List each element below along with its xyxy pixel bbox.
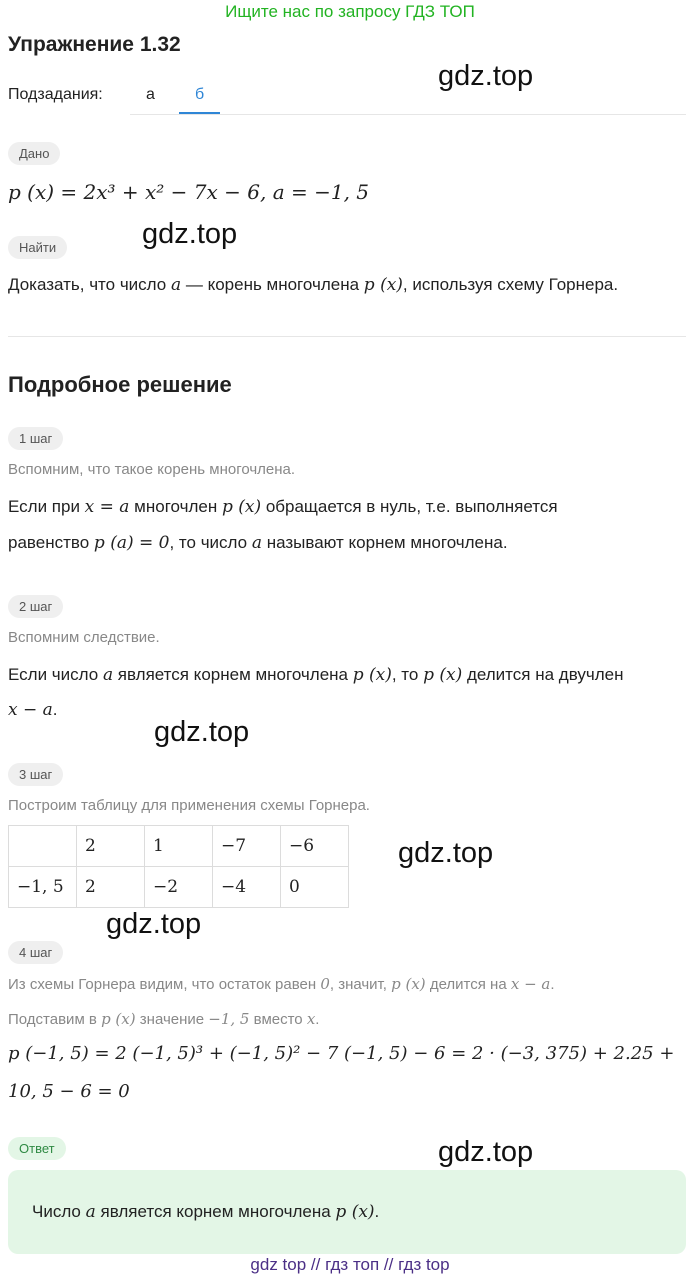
math-inline: p (x) [101,1010,136,1028]
page-title: Упражнение 1.32 [8,33,181,56]
step1-line2 [8,525,508,561]
poly-px: p (x) [363,275,403,295]
find-text [8,267,618,303]
find-text-part: , используя схему Горнера. [402,275,619,294]
table-cell: 0 [281,867,349,908]
table-cell: −6 [281,826,349,867]
math-inline: a [102,665,114,685]
active-tab-indicator [179,112,220,114]
math-inline: x = a [84,497,130,517]
table-cell: 1 [145,826,213,867]
text-part: значение [135,1011,209,1028]
step2-hint: Вспомним следствие. [8,629,160,646]
step4-equation-line2: 10, 5 − 6 = 0 [8,1081,130,1102]
table-cell [9,826,77,867]
watermark: gdz.top [438,1136,534,1168]
math-inline: p (x) [352,665,392,685]
text-part: . [550,976,555,993]
given-chip: Дано [8,142,60,165]
text-part: называют корнем многочлена. [261,533,508,552]
table-cell: 2 [77,826,145,867]
math-inline: p (x) [391,975,426,993]
math-inline: p (x) [423,665,463,685]
text-part: вместо [249,1011,307,1028]
table-row [9,867,349,908]
text-part: является корнем многочлена [113,665,353,684]
solution-heading: Подробное решение [8,372,232,397]
given-formula: p (x) = 2x³ + x² − 7x − 6, a = −1, 5 [8,180,370,204]
find-chip: Найти [8,236,67,259]
text-part: , значит, [329,976,392,993]
math-inline: x − a [510,975,551,993]
text-part: обращается в нуль, т.е. выполняется [261,497,558,516]
text-part: Если число [8,665,103,684]
table-row [9,826,349,867]
step4-equation-line1: p (−1, 5) = 2 (−1, 5)³ + (−1, 5)² − 7 (−1, 5) − 6 = 2 · (−3, 375) + 2.25 + [8,1043,675,1064]
math-inline: p (a) = 0 [93,533,170,553]
math-inline: p (x) [335,1202,375,1222]
section-divider [8,336,686,337]
answer-text [32,1194,379,1230]
watermark: gdz.top [142,218,238,250]
tabs-divider [130,114,686,115]
text-part: Из схемы Горнера видим, что остаток равен [8,976,321,993]
watermark: gdz.top [398,837,494,869]
text-part: Число [32,1202,86,1221]
text-part: . [52,700,58,719]
find-text-part: Доказать, что число [8,275,171,294]
answer-chip: Ответ [8,1137,66,1160]
step1-line1 [8,489,558,525]
text-part: . [374,1202,380,1221]
footer-links[interactable]: gdz top // гдз топ // гдз top [250,1255,450,1274]
step2-line1 [8,657,623,693]
step4-hint1 [8,975,555,993]
step1-hint: Вспомним, что такое корень многочлена. [8,461,296,478]
text-part: является корнем многочлена [95,1202,336,1221]
step3-hint: Построим таблицу для применения схемы Горнера. [8,797,370,814]
math-inline: 0 [320,975,330,993]
text-part: делится на двучлен [462,665,624,684]
step2-chip: 2 шаг [8,595,63,618]
text-part: многочлен [129,497,222,516]
text-part: равенство [8,533,94,552]
watermark: gdz.top [154,716,250,748]
math-inline: −1, 5 [208,1010,250,1028]
horner-table-wrap [8,825,349,908]
horner-table [8,825,349,908]
text-part: . [315,1011,320,1028]
step4-hint2 [8,1010,319,1028]
math-inline: a [85,1202,96,1222]
var-a: a [170,275,182,295]
table-cell: −4 [213,867,281,908]
watermark: gdz.top [438,60,534,92]
table-cell: −1, 5 [9,867,77,908]
top-banner[interactable]: Ищите нас по запросу ГДЗ ТОП [225,2,475,21]
subtasks-label: Подзадания: [8,86,103,103]
text-part: , то [391,665,424,684]
table-cell: −7 [213,826,281,867]
text-part: Если при [8,497,85,516]
math-inline: x − a [8,700,53,720]
math-inline: x [306,1010,316,1028]
text-part: , то число [169,533,252,552]
watermark: gdz.top [106,908,202,940]
table-cell: 2 [77,867,145,908]
math-inline: a [251,533,262,553]
text-part: Подставим в [8,1011,102,1028]
subtask-tab-a[interactable]: а [146,86,155,103]
find-text-part: — корень многочлена [181,275,364,294]
step1-chip: 1 шаг [8,427,63,450]
step2-line2 [8,692,58,728]
text-part: делится на [425,976,511,993]
step4-chip: 4 шаг [8,941,63,964]
step3-chip: 3 шаг [8,763,63,786]
table-cell: −2 [145,867,213,908]
math-inline: p (x) [221,497,262,517]
subtask-tab-b[interactable]: б [195,86,205,103]
